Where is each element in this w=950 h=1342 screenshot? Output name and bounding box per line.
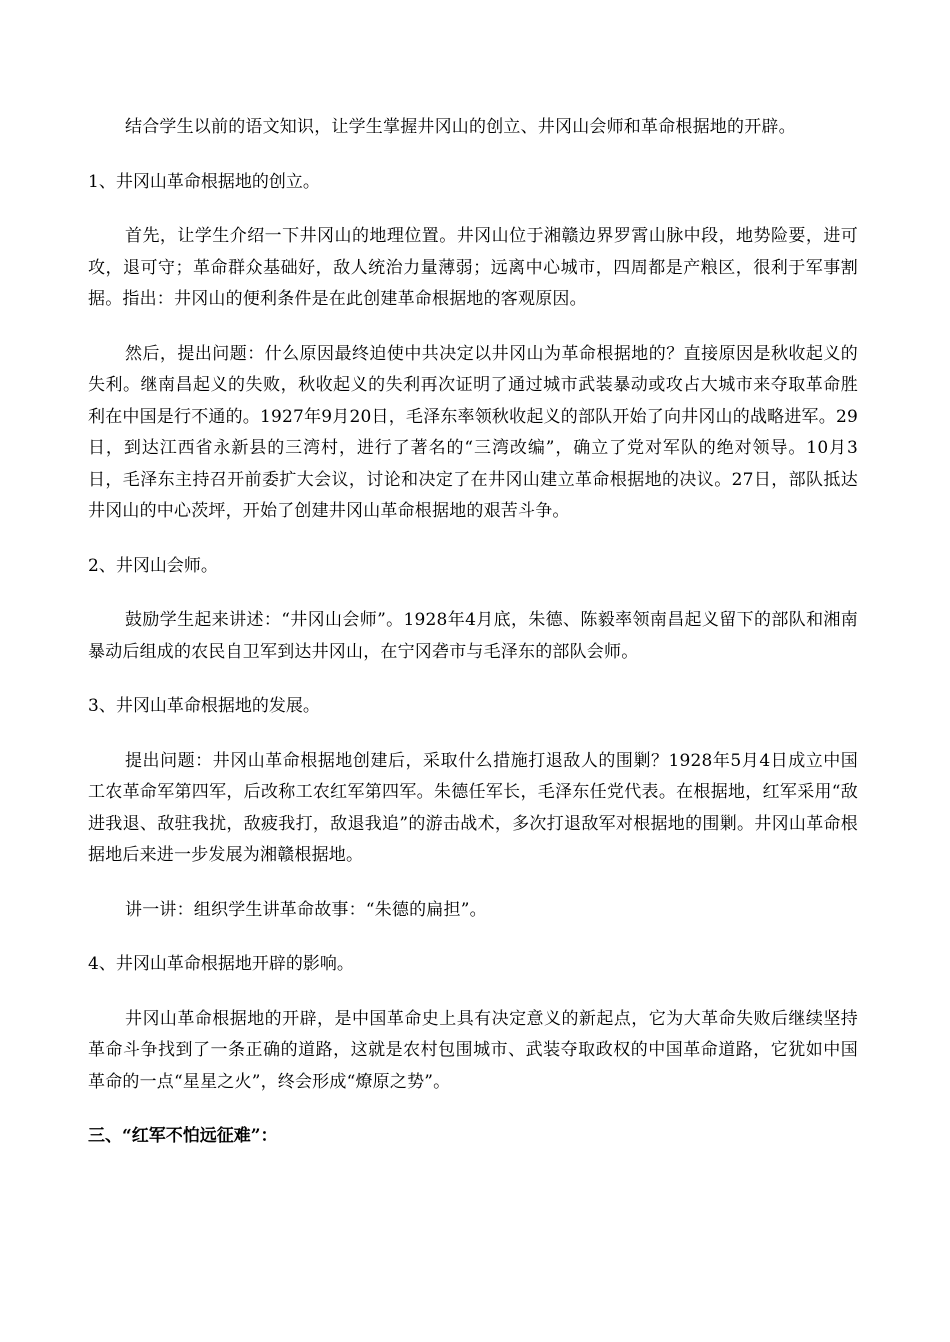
subheading-2: 2、井冈山会师。 — [88, 555, 218, 576]
document-page — [88, 112, 858, 1153]
paragraph-meeting: 鼓励学生起来讲述：“井冈山会师”。1928年4月底，朱德、陈毅率领南昌起义留下的部队和湘南暴动后组成的农民自卫军到达井冈山，在宁冈砻市与毛泽东的部队会师。 — [88, 610, 858, 662]
paragraph-autumn-uprising: 然后，提出问题：什么原因最终迫使中共决定以井冈山为革命根据地的？直接原因是秋收起义的失利。继南昌起义的失败，秋收起义的失利再次证明了通过城市武装暴动或攻占大城市来夺取革命胜利在中国是行不通的。1927年9月20日，毛泽东率领秋收起义的部队开始了向井冈山的战略进军。29日，到达江西省永新县的三湾村，进行了著名的“三湾改编”，确立了党对军队的绝对领导。10月3日，毛泽东主持召开前委扩大会议，讨论和决定了在井冈山建立革命根据地的决议。27日，部队抵达井冈山的中心茨坪，开始了创建井冈山革命根据地的艰苦斗争。 — [88, 343, 858, 521]
intro-paragraph: 结合学生以前的语文知识，让学生掌握井冈山的创立、井冈山会师和革命根据地的开辟。 — [125, 117, 796, 137]
paragraph-influence: 井冈山革命根据地的开辟，是中国革命史上具有决定意义的新起点，它为大革命失败后继续坚持革命斗争找到了一条正确的道路，这就是农村包围城市、武装夺取政权的中国革命道路，它犹如中国革命的一点“星星之火”，终会形成“燎原之势”。 — [88, 1008, 858, 1092]
subheading-3: 3、井冈山革命根据地的发展。 — [88, 696, 320, 716]
paragraph-geography: 首先，让学生介绍一下井冈山的地理位置。井冈山位于湘赣边界罗霄山脉中段，地势险要，进可攻，退可守；革命群众基础好，敌人统治力量薄弱；远离中心城市，四周都是产粮区，很利于军事割据。指出：井冈山的便利条件是在此创建革命根据地的客观原因。 — [88, 226, 858, 309]
section-heading-3: 三、“红军不怕远征难”： — [88, 1126, 278, 1146]
subheading-4: 4、井冈山革命根据地开辟的影响。 — [88, 954, 354, 974]
paragraph-development: 提出问题：井冈山革命根据地创建后，采取什么措施打退敌人的围剿？1928年5月4日成立中国工农革命军第四军，后改称工农红军第四军。朱德任军长，毛泽东任党代表。在根据地，红军采用“敌进我退、敌驻我扰，敌疲我打，敌退我追”的游击战术，多次打退敌军对根据地的围剿。井冈山革命根据地后来进一步发展为湘赣根据地。 — [88, 750, 858, 865]
paragraph-story: 讲一讲：组织学生讲革命故事：“朱德的扁担”。 — [125, 899, 487, 920]
subheading-1: 1、井冈山革命根据地的创立。 — [88, 171, 320, 192]
